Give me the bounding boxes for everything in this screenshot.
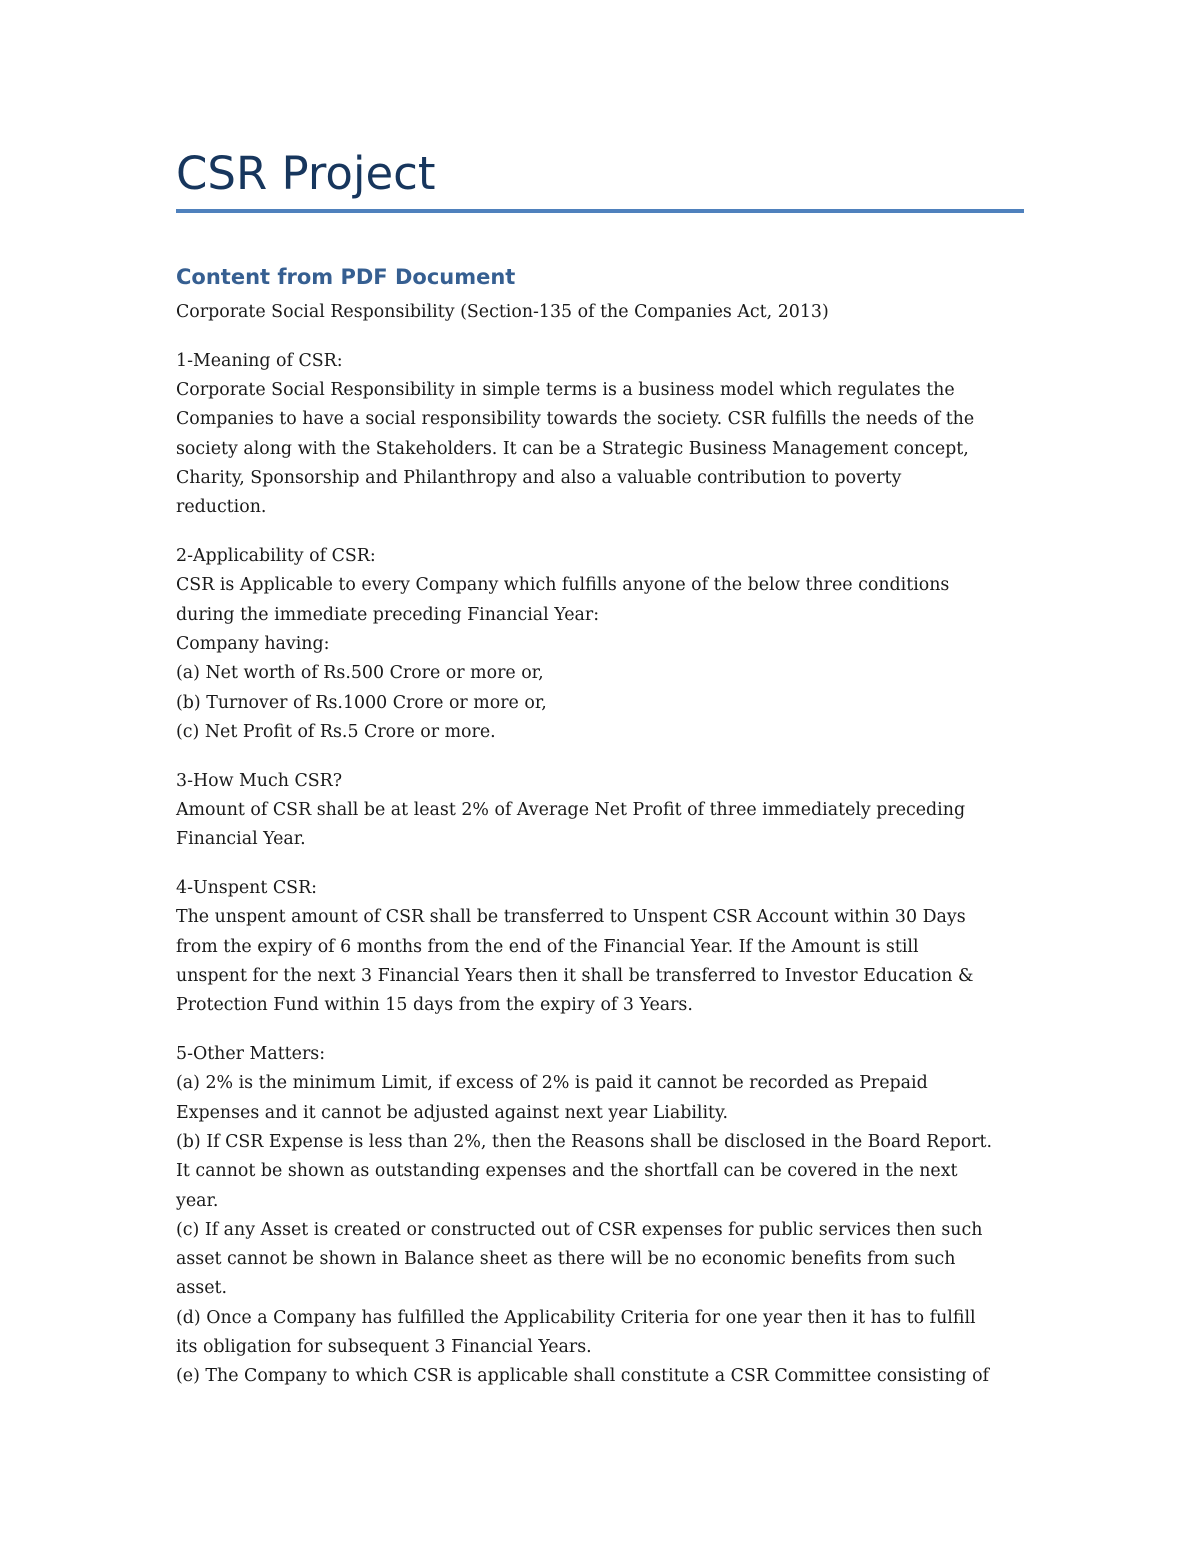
paragraph [176, 874, 1026, 1020]
text-line: Protection Fund within 15 days from the expiry of 3 Years. [176, 995, 693, 1016]
text-line: Charity, Sponsorship and Philanthropy and also a valuable contribution to poverty [176, 467, 902, 488]
text-line: asset. [176, 1278, 228, 1299]
text-line: 4-Unspent CSR: [176, 878, 318, 899]
text-line: unspent for the next 3 Financial Years then it shall be transferred to Investor Education & [176, 965, 974, 986]
text-line: CSR is Applicable to every Company which fulfills anyone of the below three conditions [176, 575, 950, 596]
text-line: year. [176, 1190, 219, 1211]
text-line: Corporate Social Responsibility (Section-135 of the Companies Act, 2013) [176, 302, 829, 322]
text-line: 2-Applicability of CSR: [176, 546, 376, 567]
paragraph [176, 767, 1026, 855]
text-line: (c) If any Asset is created or constructed out of CSR expenses for public services then such [176, 1219, 983, 1240]
text-line: asset cannot be shown in Balance sheet as there will be no economic benefits from such [176, 1249, 956, 1270]
text-line: Companies to have a social responsibility towards the society. CSR fulfills the needs of the [176, 409, 975, 430]
paragraph [176, 542, 1026, 747]
text-line: (a) Net worth of Rs.500 Crore or more or, [176, 663, 544, 684]
document-body [176, 298, 1026, 1411]
text-line: (c) Net Profit of Rs.5 Crore or more. [176, 721, 496, 742]
text-line: Expenses and it cannot be adjusted against next year Liability. [176, 1102, 729, 1123]
text-line: (e) The Company to which CSR is applicable shall constitute a CSR Committee consisting of [176, 1366, 989, 1387]
text-line: Company having: [176, 633, 330, 654]
text-line: (d) Once a Company has fulfilled the Applicability Criteria for one year then it has to fulfill [176, 1307, 976, 1328]
text-line: (a) 2% is the minimum Limit, if excess of 2% is paid it cannot be recorded as Prepaid [176, 1073, 928, 1094]
text-line: 5-Other Matters: [176, 1044, 326, 1065]
paragraph [176, 347, 1026, 523]
text-line: from the expiry of 6 months from the end of the Financial Year. If the Amount is still [176, 936, 919, 957]
text-line: (b) Turnover of Rs.1000 Crore or more or, [176, 692, 547, 713]
text-line: 3-How Much CSR? [176, 770, 343, 791]
text-line: Amount of CSR shall be at least 2% of Average Net Profit of three immediately preceding [176, 799, 966, 820]
text-line: society along with the Stakeholders. It can be a Strategic Business Management concept, [176, 438, 969, 459]
section-heading: Content from PDF Document [176, 265, 516, 289]
text-line: its obligation for subsequent 3 Financial Years. [176, 1337, 592, 1357]
paragraph [176, 298, 1026, 327]
document-title: CSR Project [176, 147, 436, 200]
text-line: (b) If CSR Expense is less than 2%, then the Reasons shall be disclosed in the Board Report. [176, 1131, 993, 1152]
text-line: during the immediate preceding Financial Year: [176, 604, 600, 625]
title-underline-rule [176, 209, 1024, 213]
text-line: Financial Year. [176, 829, 306, 850]
text-line: It cannot be shown as outstanding expenses and the shortfall can be covered in the next [176, 1161, 958, 1182]
paragraph [176, 1040, 1026, 1392]
text-line: reduction. [176, 497, 267, 518]
text-line: The unspent amount of CSR shall be transferred to Unspent CSR Account within 30 Days [176, 907, 966, 928]
text-line: Corporate Social Responsibility in simple terms is a business model which regulates the [176, 380, 955, 401]
text-line: 1-Meaning of CSR: [176, 350, 343, 371]
